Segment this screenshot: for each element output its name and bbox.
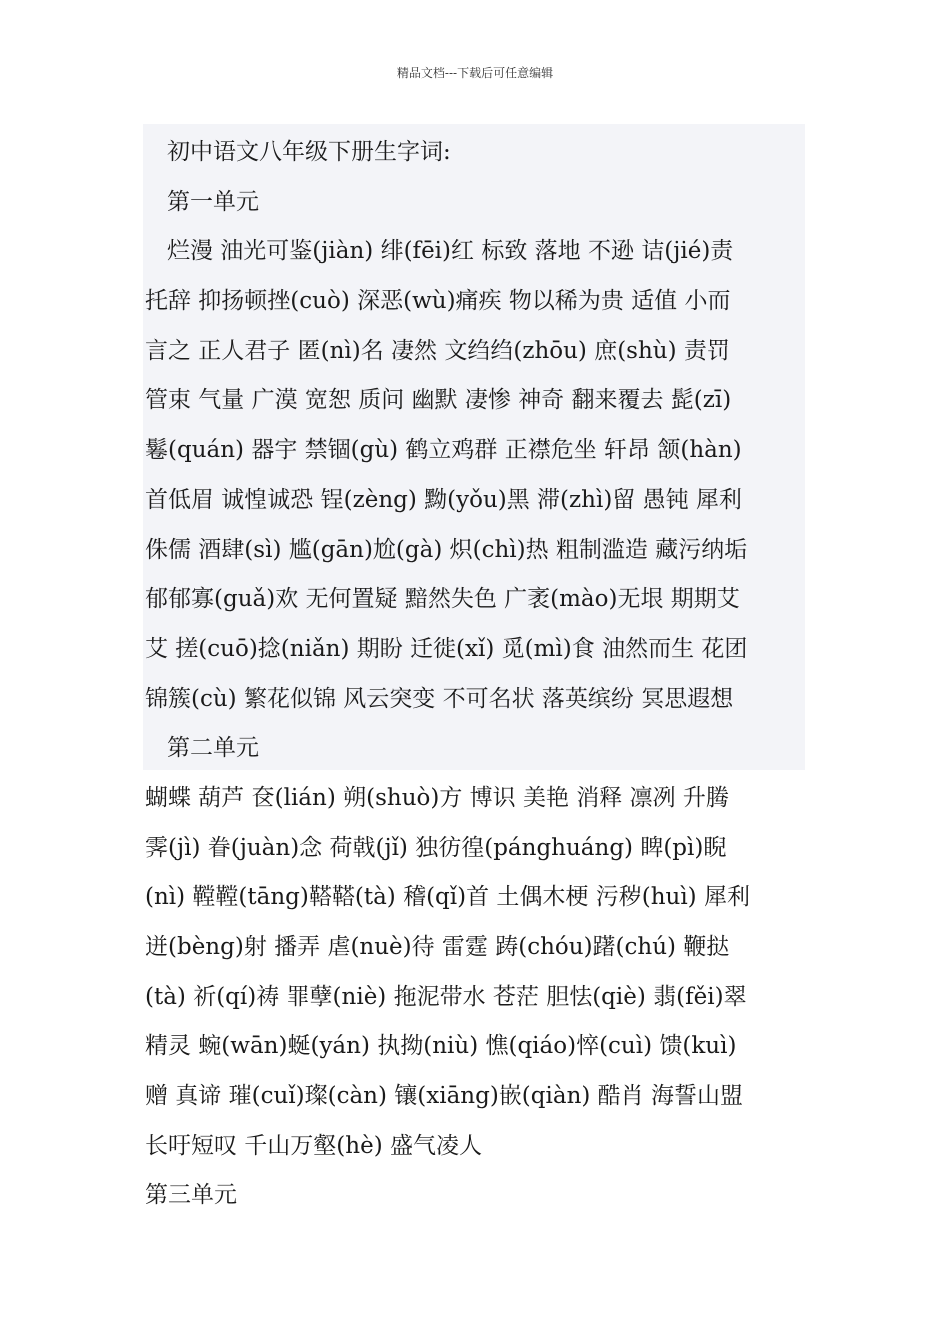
section-heading-2: 第二单元	[167, 735, 259, 762]
text-line: 精灵 蜿(wān)蜒(yán) 执拗(niù) 憔(qiáo)悴(cuì) 馈(kuì)	[145, 1033, 737, 1060]
text-line: 艾 搓(cuō)捻(niǎn) 期盼 迁徙(xǐ) 觅(mì)食 油然而生 花团	[145, 635, 748, 662]
text-line: (tà) 祈(qí)祷 罪孽(niè) 拖泥带水 苍茫 胆怯(qiè) 翡(fěi)翠	[145, 983, 747, 1010]
text-line: 迸(bèng)射 播弄 虐(nuè)待 雷霆 踌(chóu)躇(chú) 鞭挞	[145, 934, 730, 960]
text-line: 锦簇(cù) 繁花似锦 风云突变 不可名状 落英缤纷 冥思遐想	[145, 685, 734, 712]
text-line: 托辞 抑扬顿挫(cuò) 深恶(wù)痛疾 物以稀为贵 适值 小而	[145, 288, 731, 315]
text-line: 烂漫 油光可鉴(jiàn) 绯(fēi)红 标致 落地 不逊 诘(jié)责	[167, 238, 734, 265]
text-line: 赠 真谛 璀(cuǐ)璨(càn) 镶(xiāng)嵌(qiàn) 酷肖 海誓山盟	[145, 1083, 743, 1110]
text-line: (nì) 鞺鞺(tāng)鞳鞳(tà) 稽(qǐ)首 土偶木梗 污秽(huì) 犀利	[145, 884, 750, 911]
page-header: 精品文档---下载后可任意编辑	[396, 66, 554, 80]
text-line: 首低眉 诚惶诚恐 锃(zèng) 黝(yǒu)黑 滞(zhì)留 愚钝 犀利	[145, 486, 742, 513]
document-body	[145, 128, 810, 1221]
text-line: 郁郁寡(guǎ)欢 无何置疑 黯然失色 广袤(mào)无垠 期期艾	[145, 586, 740, 613]
section-heading-1: 第一单元	[167, 188, 259, 215]
doc-title: 初中语文八年级下册生字词:	[167, 139, 451, 165]
text-line: 鬈(quán) 器宇 禁锢(gù) 鹤立鸡群 正襟危坐 轩昂 颔(hàn)	[145, 437, 742, 464]
text-line: 蝴蝶 葫芦 奁(lián) 朔(shuò)方 博识 美艳 消释 凛冽 升腾	[145, 784, 729, 811]
text-line: 霁(jì) 眷(juàn)念 荷戟(jǐ) 独彷徨(pánghuáng) 睥(pì)睨	[145, 834, 727, 861]
text-line: 管束 气量 广漠 宽恕 质问 幽默 凄惨 神奇 翻来覆去 髭(zī)	[145, 387, 732, 414]
text-line: 长吁短叹 千山万壑(hè) 盛气凌人	[145, 1132, 482, 1159]
text-line: 言之 正人君子 匿(nì)名 凄然 文绉绉(zhōu) 庶(shù) 责罚	[145, 337, 730, 364]
text-line: 侏儒 酒肆(sì) 尴(gān)尬(gà) 炽(chì)热 粗制滥造 藏污纳垢	[145, 536, 748, 563]
section-heading-3: 第三单元	[145, 1182, 237, 1209]
